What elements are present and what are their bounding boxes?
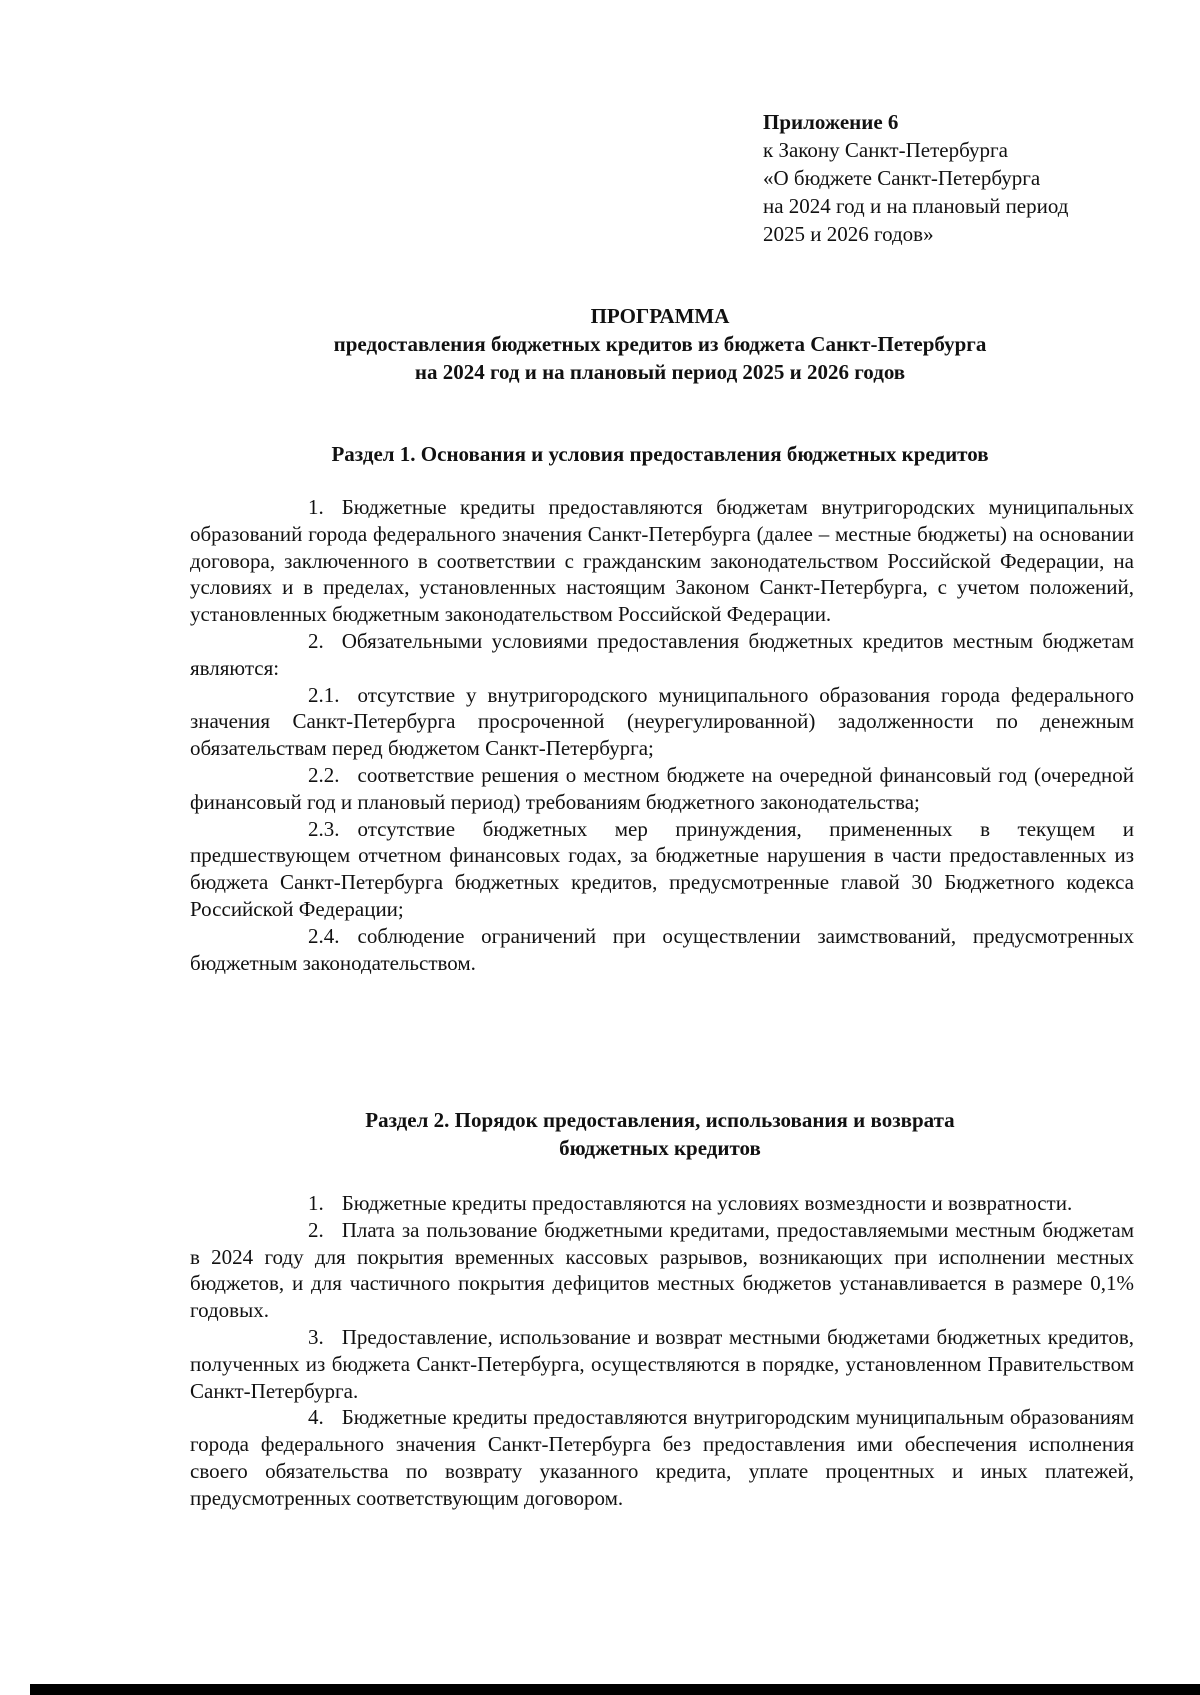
paragraph [190,1190,1134,1217]
paragraph [190,923,1134,977]
program-heading [0,302,1200,386]
paragraph [190,1404,1134,1511]
paragraph-number: 2. [308,1217,324,1242]
paragraph-text: Плата за пользование бюджетными кредитами, предоставляемыми местным бюджетам в 2024 году для покрытия временных кассовых разрывов, возникающих при исполнении местных бюджетов, и для частичного покрытия дефицитов местных бюджетов устанавливается в размере 0,1% годовых. [190,1217,1134,1323]
appendix-line: к Закону Санкт-Петербурга [763,138,1008,162]
appendix-line: «О бюджете Санкт-Петербурга [763,166,1041,190]
paragraph-text: Обязательными условиями предоставления бюджетных кредитов местным бюджетам являются: [190,628,1134,680]
appendix-title: Приложение 6 [763,110,899,134]
paragraph-text: соблюдение ограничений при осуществлении заимствований, предусмотренных бюджетным законодательством. [190,923,1134,975]
paragraph-text: отсутствие бюджетных мер принуждения, примененных в текущем и предшествующем отчетном финансовых годах, за бюджетные нарушения в части предоставленных из бюджета Санкт-Петербурга бюджетных кредитов, предусмотренные главой 30 Бюджетного кодекса Российской Федерации; [190,816,1134,921]
scan-edge-bar [30,1684,1200,1695]
section2-title-line: Раздел 2. Порядок предоставления, использования и возврата [365,1108,955,1132]
paragraph-number: 2. [308,628,324,653]
program-subtitle: на 2024 год и на плановый период 2025 и 2026 годов [414,360,906,384]
appendix-line: 2025 и 2026 годов» [763,222,934,246]
paragraph [190,1217,1134,1324]
paragraph-number: 2.1. [308,682,340,707]
program-title: ПРОГРАММА [590,304,730,328]
paragraph [190,494,1134,628]
paragraph-number: 1. [308,1191,324,1215]
paragraph-number: 2.4. [308,923,340,948]
section1-title: Раздел 1. Основания и условия предоставления бюджетных кредитов [331,442,989,466]
paragraph-number: 1. [308,495,324,519]
paragraph-text: отсутствие у внутригородского муниципального образования города федерального значения Санкт-Петербурга просроченной (неурегулированной) задолженности по денежным обязательствам перед бюджетом Санкт-Петербурга; [190,682,1134,761]
section2-title-line: бюджетных кредитов [559,1136,761,1160]
paragraph-number: 2.3. [308,816,340,841]
section1-body [190,494,1134,976]
appendix-block [763,108,1183,248]
section2-body [190,1190,1134,1512]
program-subtitle: предоставления бюджетных кредитов из бюджета Санкт-Петербурга [333,332,987,356]
paragraph-text: Предоставление, использование и возврат местными бюджетами бюджетных кредитов, полученных из бюджета Санкт-Петербурга, осуществляются в порядке, установленном Правительством Санкт-Петербурга. [190,1324,1134,1403]
paragraph-number: 4. [308,1405,324,1430]
appendix-line: на 2024 год и на плановый период [763,194,1069,218]
paragraph-text: соответствие решения о местном бюджете на очередной финансовый год (очередной финансовый год и плановый период) требованиям бюджетного законодательства; [190,762,1134,814]
section2-title [0,1106,1200,1162]
paragraph [190,816,1134,923]
paragraph [190,762,1134,816]
paragraph-number: 3. [308,1324,324,1349]
paragraph-number: 2.2. [308,762,340,787]
paragraph-text: Бюджетные кредиты предоставляются на условиях возмездности и возвратности. [341,1191,1073,1215]
paragraph [190,628,1134,682]
paragraph [190,1324,1134,1404]
paragraph-text: Бюджетные кредиты предоставляются внутригородским муниципальным образованиям города федерального значения Санкт-Петербурга без предоставления ими обеспечения исполнения своего обязательства по возврату указанного кредита, уплате процентных и иных платежей, предусмотренных соответствующим договором. [190,1405,1134,1510]
paragraph-text: Бюджетные кредиты предоставляются бюджетам внутригородских муниципальных образований города федерального значения Санкт-Петербурга (далее – местные бюджеты) на основании договора, заключенного в соответствии с гражданским законодательством Российской Федерации, на условиях и в пределах, установленных настоящим Законом Санкт-Петербурга, с учетом положений, установленных бюджетным законодательством Российской Федерации. [190,495,1134,627]
paragraph [190,682,1134,762]
